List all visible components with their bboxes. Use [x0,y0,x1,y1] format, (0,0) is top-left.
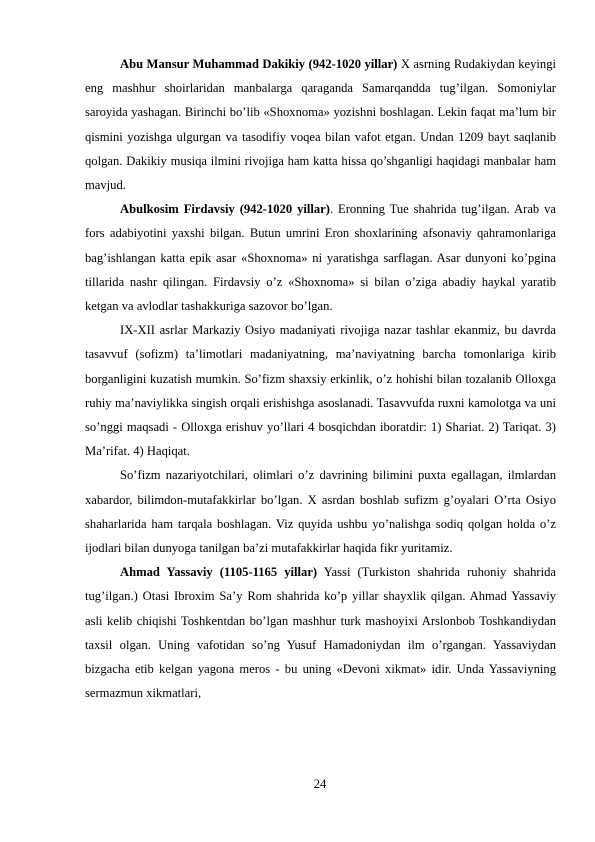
paragraph-text: X asrning Rudakiydan keyingi eng mashhur shoirlaridan manbalarga qaraganda Samarqandda tug’ilgan. Somoniylar saroyida yashagan. Birinchi bo’lib «Shoxnoma» yozishni boshlagan. Lekin faqat ma’lum bir qismini yozishga ulgurgan va tasodifiy voqea bilan vafot etgan. Undan 1209 bayt saqlanib qolgan. Dakikiy musiqa ilmini rivojiga ham katta hissa qo’shganligi haqidagi manbalar ham mavjud. [85,57,556,193]
page-number: 24 [313,777,327,791]
paragraph-yassaviy [85,560,556,705]
paragraph-heading: Abulkosim Firdavsiy (942-1020 yillar) [120,202,330,217]
paragraph-tasavvuf [85,318,556,463]
paragraph-heading: Abu Mansur Muhammad Dakikiy (942-1020 yillar) [120,57,398,71]
paragraph-firdavsiy [85,197,556,318]
paragraph-text: So’fizm nazariyotchilari, olimlari o’z davrining bilimini puxta egallagan, ilmlardan xabardor, bilimdon-mutafakkirlar bo’lgan. X asrdan boshlab sufizm g’oyalari O’rta Osiyo shaharlarida ham tarqala boshlagan. Viz quyida ushbu yo’nalishga sodiq qolgan holda o’z ijodlari bilan dunyoga tanilgan ba’zi mutafakkirlar haqida fikr yuritamiz. [85,468,556,556]
body-text [85,52,556,705]
paragraph-dakikiy [85,52,556,197]
paragraph-sofizm [85,463,556,560]
paragraph-text: IX-XII asrlar Markaziy Osiyo madaniyati rivojiga nazar tashlar ekanmiz, bu davrda tasavvuf (sofizm) ta’limotlari madaniyatning, ma’naviyatning barcha tomonlariga kirib borganligini kuzatish mumkin. So’fizm shaxsiy erkinlik, o’z hohishi bilan tozalanib Olloxga ruhiy ma’naviylikka singish orqali erishishga asoslanadi. Tasavvufda ruxni kamolotga va uni so’nggi maqsadi - Olloxga erishuv yo’llari 4 bosqichdan iboratdir: 1) Shariat. 2) Tariqat. 3) Ma’rifat. 4) Haqiqat. [85,323,556,459]
paragraph-heading: Ahmad Yassaviy (1105-1165 yillar) [120,565,318,580]
paragraph-text: Yassi (Turkiston shahrida ruhoniy shahrida tug’ilgan.) Otasi Ibroxim Sa’y Rom shahrida ko’p yillar shayxlik qilgan. Ahmad Yassaviy asli kelib chiqishi Toshkentdan bo’lgan mashhur turk mashoyixi Arslonbob Toshkandiydan taxsil olgan. Uning vafotidan so’ng Yusuf Hamadoniydan ilm o’rgangan. Yassaviydan bizgacha etib kelgan yagona meros - bu uning «Devoni xikmat» idir. Unda Yassaviyning sermazmun xikmatlari, [85,565,556,701]
paragraph-text: . Eronning Tue shahrida tug’ilgan. Arab va fors adabiyotini yaxshi bilgan. Butun umrini Eron shoxlarining afsonaviy qahramonlariga bag’ishlangan katta epik asar «Shoxnoma» ni yaratishga sarflagan. Asar dunyoni ko’pgina tillarida nashr qilingan. Firdavsiy o’z «Shoxnoma» si bilan o’ziga abadiy haykal yaratib ketgan va avlodlar tashakkuriga sazovor bo’lgan. [85,202,557,314]
